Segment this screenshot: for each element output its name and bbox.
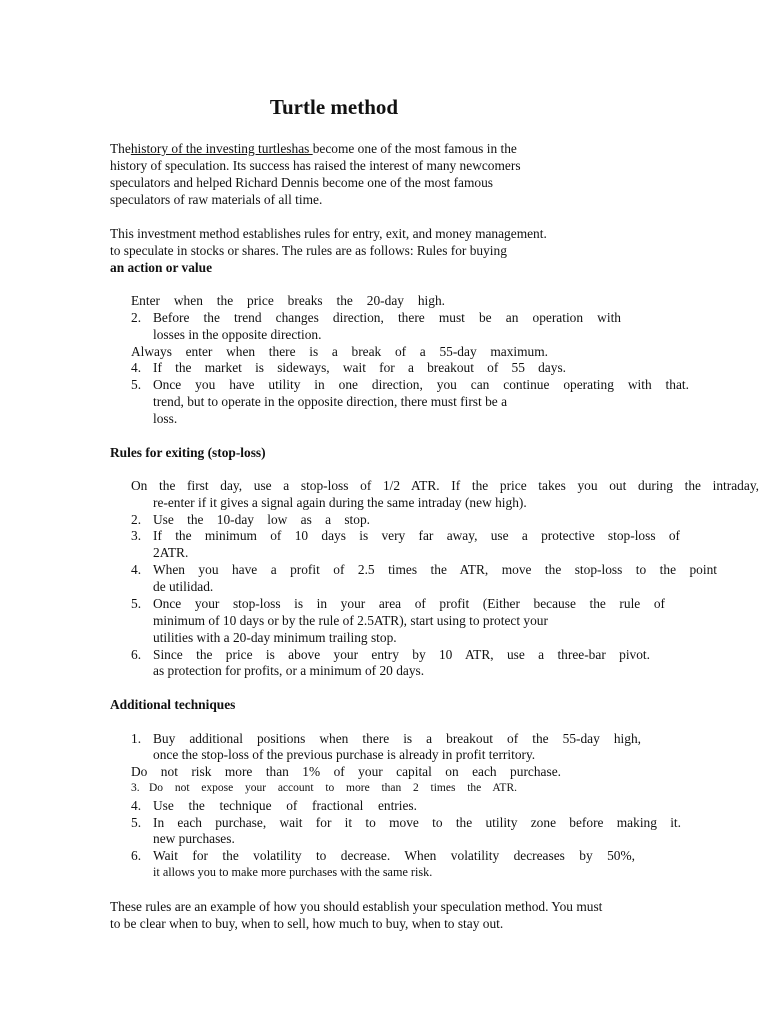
exit-rule-4: 4. When you have a profit of 2.5 times the ATR, move the stop-loss to the point [131,562,717,577]
closing-line-2: to be clear when to buy, when to sell, how much to buy, when to stay out. [110,916,504,931]
exit-rule-5-cont-1: minimum of 10 days or by the rule of 2.5ATR), start using to protect your [153,613,548,628]
additional-2: Do not risk more than 1% of your capital on each purchase. [131,764,561,779]
exit-rule-6-cont: as protection for profits, or a minimum of 20 days. [153,663,425,678]
buy-rule-5-cont-2: loss. [153,411,178,426]
exit-rule-5: 5. Once your stop-loss is in your area of profit (Either because the rule of [131,596,665,611]
history-link[interactable]: history of the investing turtleshas [130,141,313,156]
exit-rule-1: On the first day, use a stop-loss of 1/2 ATR. If the price takes you out during the intraday, [131,478,759,493]
intro-line-3: speculators and helped Richard Dennis become one of the most famous [110,175,494,190]
additional-6-cont: it allows you to make more purchases with the same risk. [153,865,433,879]
exit-rule-2: 2. Use the 10-day low as a stop. [131,512,370,527]
intro-paragraph [110,140,630,208]
additional-5: 5. In each purchase, wait for it to move to the utility zone before making it. [131,815,681,830]
buy-rule-4: 4. If the market is sideways, wait for a breakout of 55 days. [131,360,566,375]
exit-rule-3-cont: 2ATR. [153,545,189,560]
intro-line-4: speculators of raw materials of all time. [110,192,323,207]
additional-6: 6. Wait for the volatility to decrease. When volatility decreases by 50%, [131,848,635,863]
closing-paragraph [110,898,630,932]
additional-1: 1. Buy additional positions when there is a breakout of the 55-day high, [131,731,641,746]
buy-rule-2: 2. Before the trend changes direction, there must be an operation with [131,310,621,325]
exit-rule-5-cont-2: utilities with a 20-day minimum trailing stop. [153,630,397,645]
closing-line-1: These rules are an example of how you should establish your speculation method. You must [110,899,603,914]
additional-techniques-heading: Additional techniques [110,697,236,712]
additional-3: 3. Do not expose your account to more than 2 times the ATR. [131,782,517,794]
method-line-1: This investment method establishes rules for entry, exit, and money management. [110,226,547,241]
exit-rule-6: 6. Since the price is above your entry by 10 ATR, use a three-bar pivot. [131,647,650,662]
method-paragraph [110,225,630,276]
method-line-2: to speculate in stocks or shares. The rules are as follows: Rules for buying [110,243,507,258]
exit-rule-3: 3. If the minimum of 10 days is very far away, use a protective stop-loss of [131,528,680,543]
additional-5-cont: new purchases. [153,831,235,846]
intro-line-1: Thehistory of the investing turtleshas become one of the most famous in the [110,141,517,156]
exit-rules-heading: Rules for exiting (stop-loss) [110,445,266,460]
buy-rule-5-cont-1: trend, but to operate in the opposite direction, there must first be a [153,394,508,409]
buy-rule-3: Always enter when there is a break of a 55-day maximum. [131,344,548,359]
buy-rule-5: 5. Once you have utility in one direction, you can continue operating with that. [131,377,689,392]
exit-rule-1-cont: re-enter if it gives a signal again during the same intraday (new high). [153,495,527,510]
buy-rule-1: Enter when the price breaks the 20-day high. [131,293,445,308]
additional-4: 4. Use the technique of fractional entries. [131,798,417,813]
exit-rule-4-cont: de utilidad. [153,579,214,594]
buy-rule-2-cont: losses in the opposite direction. [153,327,322,342]
additional-1-cont: once the stop-loss of the previous purchase is already in profit territory. [153,747,536,762]
intro-line-2: history of speculation. Its success has raised the interest of many newcomers [110,158,521,173]
document-title: Turtle method [269,95,399,119]
method-line-3: an action or value [110,260,213,275]
